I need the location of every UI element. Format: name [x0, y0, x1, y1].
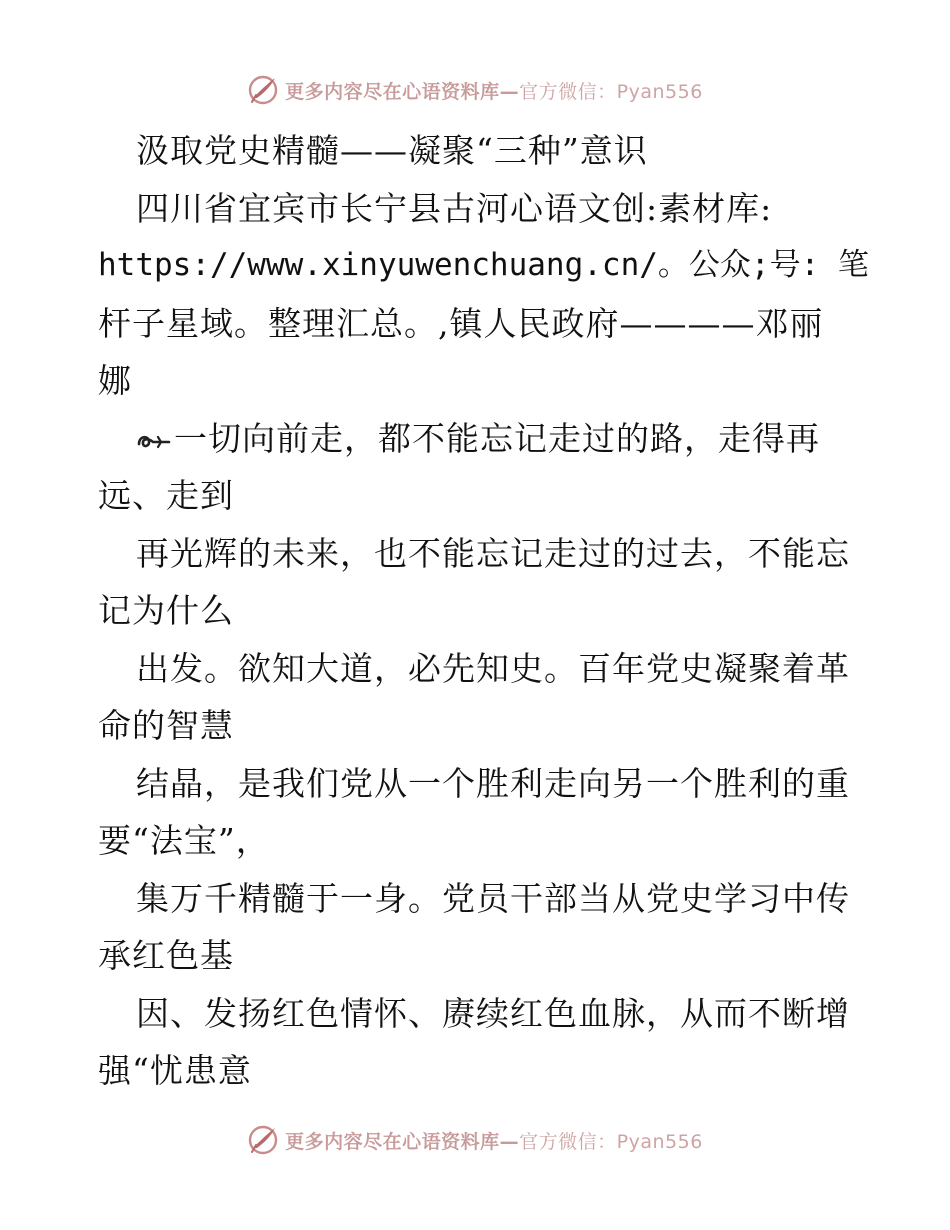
header-watermark: [0, 70, 950, 110]
paragraph-2-line-1: 再光辉的未来，也不能忘记走过的过去，不能忘: [136, 533, 850, 573]
footer-watermark: [0, 1120, 950, 1160]
paragraph-6-line-2: 强“忧患意: [98, 1051, 252, 1090]
byline-line-4: 娜: [98, 361, 132, 400]
paragraph-6-line-1: 因、发扬红色情怀、赓续红色血脉，从而不断增: [136, 993, 850, 1033]
byline-line-2: https://www.xinyuwenchuang.cn/。公众;号: 笔: [98, 247, 869, 283]
quill-logo-icon: [247, 1124, 279, 1156]
document-body: [98, 122, 869, 1100]
paragraph-2-line-2: 记为什么: [98, 591, 234, 630]
paragraph-1-line-1: [98, 410, 858, 468]
byline-line-1: 四川省宜宾市长宁县古河心语文创:素材库:: [136, 188, 773, 228]
paragraph-1-line-2: 远、走到: [98, 476, 234, 515]
paragraph-5-line-1: 集万千精髓于一身。党员干部当从党史学习中传: [136, 878, 850, 918]
paragraph-3-line-2: 命的智慧: [98, 706, 234, 745]
document-title: 汲取党史精髓——凝聚“三种”意识: [136, 131, 648, 170]
watermark-text: 更多内容尽在心语资料库—官方微信：Pyan556: [285, 1130, 703, 1153]
paragraph-4-line-1: 结晶，是我们党从一个胜利走向另一个胜利的重: [136, 763, 850, 803]
watermark-text: 更多内容尽在心语资料库—官方微信：Pyan556: [285, 80, 703, 103]
flourish-icon: [136, 430, 172, 452]
quill-logo-icon: [247, 74, 279, 106]
paragraph-3-line-1: 出发。欲知大道，必先知史。百年党史凝聚着革: [136, 648, 850, 688]
byline-line-3: 杆子星域。整理汇总。,镇人民政府————邓丽: [98, 303, 824, 343]
paragraph-1-text: 一切向前走，都不能忘记走过的路，走得再: [174, 418, 820, 458]
paragraph-4-line-2: 要“法宝”，: [98, 821, 270, 860]
paragraph-5-line-2: 承红色基: [98, 936, 234, 975]
